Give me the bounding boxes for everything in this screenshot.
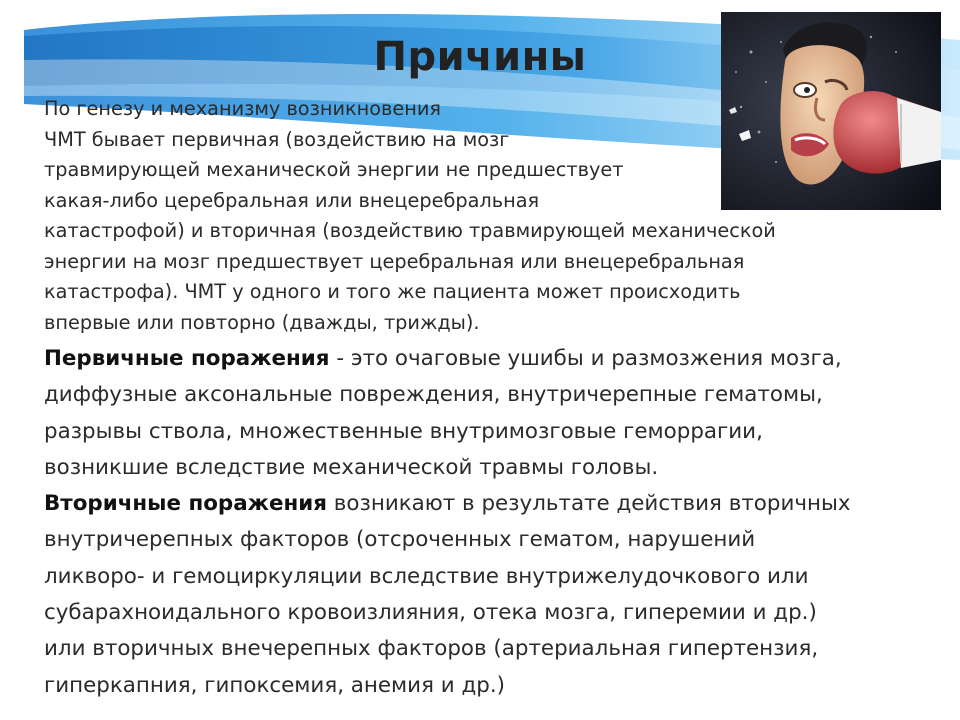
slide-title: Причины bbox=[373, 34, 587, 80]
text-line: ликворо- и гемоциркуляции вследствие внутрижелудочкового или bbox=[44, 563, 809, 589]
text-line: диффузные аксональные повреждения, внутричерепные гематомы, bbox=[44, 382, 823, 408]
text-line: ЧМТ бывает первичная (воздействию на мозг bbox=[44, 127, 510, 151]
text-line: или вторичных внечерепных факторов (артериальная гипертензия, bbox=[44, 636, 819, 662]
text-line bbox=[44, 341, 924, 377]
text-line: гиперкапния, гипоксемия, анемия и др.) bbox=[44, 672, 505, 698]
text-line: катастрофой) и вторичная (воздействию травмирующей механической bbox=[44, 219, 776, 242]
text-line: катастрофа). ЧМТ у одного и того же пациента может происходить bbox=[44, 280, 741, 303]
slide-body bbox=[44, 94, 924, 704]
text-line bbox=[44, 486, 924, 522]
text-line: По генезу и механизму возникновения bbox=[44, 97, 442, 120]
paragraph-primary-lesions bbox=[44, 341, 924, 486]
text-fragment: - это очаговые ушибы и размозжения мозга, bbox=[329, 346, 842, 371]
text-line: травмирующей механической энергии не предшествует bbox=[44, 158, 624, 181]
text-line: внутричерепных факторов (отсроченных гематом, нарушений bbox=[44, 527, 756, 553]
text-line: какая-либо церебральная или внецеребральная bbox=[44, 188, 540, 212]
text-line: субарахноидального кровоизлияния, отека мозга, гиперемии и др.) bbox=[44, 600, 817, 626]
text-fragment: возникают в результате действия вторичных bbox=[326, 491, 851, 517]
text-line: возникшие вследствие механической травмы головы. bbox=[44, 454, 659, 480]
text-line: впервые или повторно (дважды, трижды). bbox=[44, 310, 480, 334]
paragraph-secondary-lesions bbox=[44, 486, 924, 704]
term-primary-lesions: Первичные поражения bbox=[44, 346, 330, 371]
text-line: разрывы ствола, множественные внутримозговые геморрагии, bbox=[44, 418, 763, 444]
paragraph-tbi-classification bbox=[44, 94, 924, 338]
text-line: энергии на мозг предшествует церебральная или внецеребральная bbox=[44, 249, 745, 273]
term-secondary-lesions: Вторичные поражения bbox=[44, 491, 327, 517]
